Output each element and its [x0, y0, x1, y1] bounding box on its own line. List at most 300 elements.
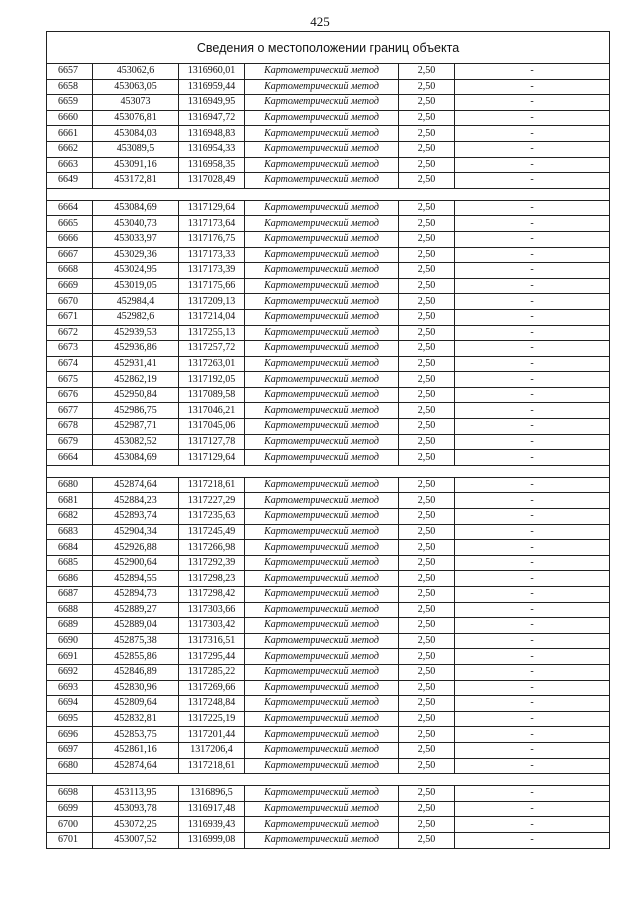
method-cell: Картометрический метод — [245, 696, 399, 712]
point-number-cell: 6689 — [47, 618, 93, 634]
coord-y-cell: 1317303,66 — [179, 602, 245, 618]
coord-x-cell: 452884,23 — [93, 493, 179, 509]
method-cell: Картометрический метод — [245, 509, 399, 525]
accuracy-cell: 2,50 — [399, 341, 455, 357]
note-cell: - — [455, 742, 610, 758]
coord-x-cell: 452853,75 — [93, 727, 179, 743]
point-number-cell: 6670 — [47, 294, 93, 310]
accuracy-cell: 2,50 — [399, 742, 455, 758]
coord-x-cell: 453072,25 — [93, 817, 179, 833]
coord-x-cell: 452874,64 — [93, 758, 179, 774]
coord-y-cell: 1317201,44 — [179, 727, 245, 743]
point-number-cell: 6686 — [47, 571, 93, 587]
coord-x-cell: 452984,4 — [93, 294, 179, 310]
note-cell: - — [455, 493, 610, 509]
table-row — [47, 64, 610, 80]
table-title-row — [47, 32, 610, 64]
note-cell: - — [455, 680, 610, 696]
accuracy-cell: 2,50 — [399, 832, 455, 848]
coord-y-cell: 1317175,66 — [179, 278, 245, 294]
coord-y-cell: 1317235,63 — [179, 509, 245, 525]
accuracy-cell: 2,50 — [399, 711, 455, 727]
method-cell: Картометрический метод — [245, 341, 399, 357]
method-cell: Картометрический метод — [245, 758, 399, 774]
note-cell: - — [455, 711, 610, 727]
point-number-cell: 6675 — [47, 372, 93, 388]
note-cell: - — [455, 216, 610, 232]
point-number-cell: 6668 — [47, 263, 93, 279]
table-row — [47, 157, 610, 173]
accuracy-cell: 2,50 — [399, 633, 455, 649]
point-number-cell: 6664 — [47, 200, 93, 216]
coord-x-cell: 452987,71 — [93, 419, 179, 435]
accuracy-cell: 2,50 — [399, 477, 455, 493]
method-cell: Картометрический метод — [245, 278, 399, 294]
coord-x-cell: 453113,95 — [93, 786, 179, 802]
coord-x-cell: 453172,81 — [93, 173, 179, 189]
method-cell: Картометрический метод — [245, 587, 399, 603]
accuracy-cell: 2,50 — [399, 801, 455, 817]
coord-y-cell: 1316917,48 — [179, 801, 245, 817]
coord-x-cell: 453091,16 — [93, 157, 179, 173]
method-cell: Картометрический метод — [245, 110, 399, 126]
accuracy-cell: 2,50 — [399, 587, 455, 603]
coord-x-cell: 453089,5 — [93, 141, 179, 157]
accuracy-cell: 2,50 — [399, 602, 455, 618]
coord-x-cell: 452889,04 — [93, 618, 179, 634]
point-number-cell: 6695 — [47, 711, 93, 727]
note-cell: - — [455, 356, 610, 372]
note-cell: - — [455, 832, 610, 848]
point-number-cell: 6700 — [47, 817, 93, 833]
accuracy-cell: 2,50 — [399, 419, 455, 435]
method-cell: Картометрический метод — [245, 727, 399, 743]
point-number-cell: 6676 — [47, 387, 93, 403]
accuracy-cell: 2,50 — [399, 817, 455, 833]
accuracy-cell: 2,50 — [399, 325, 455, 341]
coord-x-cell: 452894,73 — [93, 587, 179, 603]
point-number-cell: 6649 — [47, 173, 93, 189]
method-cell: Картометрический метод — [245, 477, 399, 493]
coord-y-cell: 1317225,19 — [179, 711, 245, 727]
coord-x-cell: 452894,55 — [93, 571, 179, 587]
point-number-cell: 6685 — [47, 555, 93, 571]
boundary-table — [46, 31, 610, 849]
accuracy-cell: 2,50 — [399, 618, 455, 634]
point-number-cell: 6658 — [47, 79, 93, 95]
accuracy-cell: 2,50 — [399, 231, 455, 247]
method-cell: Картометрический метод — [245, 263, 399, 279]
table-row — [47, 387, 610, 403]
method-cell: Картометрический метод — [245, 157, 399, 173]
note-cell: - — [455, 696, 610, 712]
accuracy-cell: 2,50 — [399, 141, 455, 157]
table-row — [47, 587, 610, 603]
note-cell: - — [455, 801, 610, 817]
note-cell: - — [455, 387, 610, 403]
coord-y-cell: 1317192,05 — [179, 372, 245, 388]
coord-y-cell: 1317218,61 — [179, 477, 245, 493]
accuracy-cell: 2,50 — [399, 649, 455, 665]
coord-y-cell: 1317245,49 — [179, 524, 245, 540]
note-cell: - — [455, 450, 610, 466]
table-row — [47, 126, 610, 142]
accuracy-cell: 2,50 — [399, 216, 455, 232]
coord-y-cell: 1317266,98 — [179, 540, 245, 556]
accuracy-cell: 2,50 — [399, 95, 455, 111]
point-number-cell: 6680 — [47, 477, 93, 493]
coord-y-cell: 1317227,29 — [179, 493, 245, 509]
accuracy-cell: 2,50 — [399, 450, 455, 466]
coord-y-cell: 1316960,01 — [179, 64, 245, 80]
coord-x-cell: 452861,16 — [93, 742, 179, 758]
coord-y-cell: 1317176,75 — [179, 231, 245, 247]
coord-y-cell: 1317298,42 — [179, 587, 245, 603]
coord-y-cell: 1317045,06 — [179, 419, 245, 435]
coord-y-cell: 1317255,13 — [179, 325, 245, 341]
note-cell: - — [455, 247, 610, 263]
coord-x-cell: 452809,64 — [93, 696, 179, 712]
coord-x-cell: 453076,81 — [93, 110, 179, 126]
table-row — [47, 372, 610, 388]
coord-x-cell: 453084,03 — [93, 126, 179, 142]
table-row — [47, 633, 610, 649]
coord-y-cell: 1317173,64 — [179, 216, 245, 232]
note-cell: - — [455, 200, 610, 216]
table-row — [47, 173, 610, 189]
note-cell: - — [455, 110, 610, 126]
note-cell: - — [455, 587, 610, 603]
note-cell: - — [455, 64, 610, 80]
point-number-cell: 6667 — [47, 247, 93, 263]
accuracy-cell: 2,50 — [399, 571, 455, 587]
method-cell: Картометрический метод — [245, 387, 399, 403]
coord-x-cell: 452893,74 — [93, 509, 179, 525]
accuracy-cell: 2,50 — [399, 540, 455, 556]
table-row — [47, 571, 610, 587]
accuracy-cell: 2,50 — [399, 524, 455, 540]
method-cell: Картометрический метод — [245, 216, 399, 232]
note-cell: - — [455, 278, 610, 294]
point-number-cell: 6687 — [47, 587, 93, 603]
coord-y-cell: 1316949,95 — [179, 95, 245, 111]
coord-x-cell: 452926,88 — [93, 540, 179, 556]
note-cell: - — [455, 403, 610, 419]
table-row — [47, 341, 610, 357]
accuracy-cell: 2,50 — [399, 509, 455, 525]
point-number-cell: 6662 — [47, 141, 93, 157]
note-cell: - — [455, 758, 610, 774]
coord-y-cell: 1317218,61 — [179, 758, 245, 774]
coord-y-cell: 1316958,35 — [179, 157, 245, 173]
table-row — [47, 309, 610, 325]
coord-y-cell: 1317214,04 — [179, 309, 245, 325]
note-cell: - — [455, 79, 610, 95]
table-row — [47, 356, 610, 372]
note-cell: - — [455, 141, 610, 157]
accuracy-cell: 2,50 — [399, 493, 455, 509]
point-number-cell: 6684 — [47, 540, 93, 556]
note-cell: - — [455, 309, 610, 325]
coord-y-cell: 1317295,44 — [179, 649, 245, 665]
point-number-cell: 6699 — [47, 801, 93, 817]
table-row — [47, 450, 610, 466]
note-cell: - — [455, 727, 610, 743]
point-number-cell: 6681 — [47, 493, 93, 509]
coord-x-cell: 453063,05 — [93, 79, 179, 95]
accuracy-cell: 2,50 — [399, 263, 455, 279]
table-row — [47, 403, 610, 419]
method-cell: Картометрический метод — [245, 434, 399, 450]
coord-y-cell: 1316959,44 — [179, 79, 245, 95]
table-row — [47, 509, 610, 525]
note-cell: - — [455, 602, 610, 618]
table-row — [47, 649, 610, 665]
point-number-cell: 6696 — [47, 727, 93, 743]
table-row — [47, 696, 610, 712]
separator-cell — [47, 188, 610, 200]
point-number-cell: 6661 — [47, 126, 93, 142]
accuracy-cell: 2,50 — [399, 79, 455, 95]
accuracy-cell: 2,50 — [399, 356, 455, 372]
point-number-cell: 6680 — [47, 758, 93, 774]
method-cell: Картометрический метод — [245, 649, 399, 665]
point-number-cell: 6682 — [47, 509, 93, 525]
coord-x-cell: 452889,27 — [93, 602, 179, 618]
coord-x-cell: 453084,69 — [93, 450, 179, 466]
table-row — [47, 231, 610, 247]
table-row — [47, 727, 610, 743]
accuracy-cell: 2,50 — [399, 696, 455, 712]
method-cell: Картометрический метод — [245, 325, 399, 341]
method-cell: Картометрический метод — [245, 524, 399, 540]
point-number-cell: 6688 — [47, 602, 93, 618]
note-cell: - — [455, 126, 610, 142]
table-row — [47, 247, 610, 263]
method-cell: Картометрический метод — [245, 742, 399, 758]
note-cell: - — [455, 555, 610, 571]
note-cell: - — [455, 786, 610, 802]
coord-x-cell: 453033,97 — [93, 231, 179, 247]
method-cell: Картометрический метод — [245, 173, 399, 189]
note-cell: - — [455, 419, 610, 435]
coord-y-cell: 1316954,33 — [179, 141, 245, 157]
coord-x-cell: 452904,34 — [93, 524, 179, 540]
coord-y-cell: 1317127,78 — [179, 434, 245, 450]
group-separator — [47, 774, 610, 786]
table-row — [47, 664, 610, 680]
coord-x-cell: 452939,53 — [93, 325, 179, 341]
point-number-cell: 6697 — [47, 742, 93, 758]
accuracy-cell: 2,50 — [399, 157, 455, 173]
table-row — [47, 801, 610, 817]
accuracy-cell: 2,50 — [399, 294, 455, 310]
method-cell: Картометрический метод — [245, 618, 399, 634]
point-number-cell: 6659 — [47, 95, 93, 111]
method-cell: Картометрический метод — [245, 711, 399, 727]
point-number-cell: 6672 — [47, 325, 93, 341]
method-cell: Картометрический метод — [245, 64, 399, 80]
accuracy-cell: 2,50 — [399, 387, 455, 403]
coord-y-cell: 1317173,33 — [179, 247, 245, 263]
accuracy-cell: 2,50 — [399, 372, 455, 388]
table-row — [47, 711, 610, 727]
coord-x-cell: 452950,84 — [93, 387, 179, 403]
table-row — [47, 817, 610, 833]
method-cell: Картометрический метод — [245, 555, 399, 571]
method-cell: Картометрический метод — [245, 419, 399, 435]
coord-x-cell: 452855,86 — [93, 649, 179, 665]
coord-x-cell: 453007,52 — [93, 832, 179, 848]
point-number-cell: 6660 — [47, 110, 93, 126]
coord-y-cell: 1317292,39 — [179, 555, 245, 571]
accuracy-cell: 2,50 — [399, 200, 455, 216]
coord-x-cell: 452900,64 — [93, 555, 179, 571]
table-row — [47, 325, 610, 341]
note-cell: - — [455, 477, 610, 493]
note-cell: - — [455, 173, 610, 189]
point-number-cell: 6669 — [47, 278, 93, 294]
table-row — [47, 434, 610, 450]
accuracy-cell: 2,50 — [399, 278, 455, 294]
point-number-cell: 6690 — [47, 633, 93, 649]
table-row — [47, 477, 610, 493]
coord-x-cell: 453084,69 — [93, 200, 179, 216]
table-row — [47, 79, 610, 95]
method-cell: Картометрический метод — [245, 571, 399, 587]
note-cell: - — [455, 649, 610, 665]
coord-y-cell: 1317089,58 — [179, 387, 245, 403]
separator-cell — [47, 465, 610, 477]
coord-x-cell: 453024,95 — [93, 263, 179, 279]
coord-x-cell: 452832,81 — [93, 711, 179, 727]
accuracy-cell: 2,50 — [399, 727, 455, 743]
method-cell: Картометрический метод — [245, 372, 399, 388]
group-separator — [47, 188, 610, 200]
page-number: 425 — [310, 14, 330, 29]
accuracy-cell: 2,50 — [399, 758, 455, 774]
note-cell: - — [455, 157, 610, 173]
point-number-cell: 6673 — [47, 341, 93, 357]
point-number-cell: 6701 — [47, 832, 93, 848]
method-cell: Картометрический метод — [245, 602, 399, 618]
table-row — [47, 278, 610, 294]
accuracy-cell: 2,50 — [399, 173, 455, 189]
table-row — [47, 200, 610, 216]
table-row — [47, 758, 610, 774]
note-cell: - — [455, 263, 610, 279]
coord-y-cell: 1317046,21 — [179, 403, 245, 419]
coord-y-cell: 1317209,13 — [179, 294, 245, 310]
coord-y-cell: 1317129,64 — [179, 450, 245, 466]
note-cell: - — [455, 524, 610, 540]
accuracy-cell: 2,50 — [399, 664, 455, 680]
point-number-cell: 6694 — [47, 696, 93, 712]
note-cell: - — [455, 509, 610, 525]
method-cell: Картометрический метод — [245, 680, 399, 696]
accuracy-cell: 2,50 — [399, 64, 455, 80]
coord-y-cell: 1317303,42 — [179, 618, 245, 634]
note-cell: - — [455, 294, 610, 310]
point-number-cell: 6679 — [47, 434, 93, 450]
method-cell: Картометрический метод — [245, 832, 399, 848]
coord-y-cell: 1317129,64 — [179, 200, 245, 216]
coord-y-cell: 1317298,23 — [179, 571, 245, 587]
coord-x-cell: 452936,86 — [93, 341, 179, 357]
coord-x-cell: 452986,75 — [93, 403, 179, 419]
table-row — [47, 786, 610, 802]
point-number-cell: 6663 — [47, 157, 93, 173]
table-title: Сведения о местоположении границ объекта — [47, 32, 610, 64]
table-row — [47, 493, 610, 509]
table-row — [47, 524, 610, 540]
coord-y-cell: 1317248,84 — [179, 696, 245, 712]
method-cell: Картометрический метод — [245, 231, 399, 247]
note-cell: - — [455, 341, 610, 357]
method-cell: Картометрический метод — [245, 95, 399, 111]
point-number-cell: 6693 — [47, 680, 93, 696]
note-cell: - — [455, 95, 610, 111]
coord-y-cell: 1317257,72 — [179, 341, 245, 357]
coord-x-cell: 452982,6 — [93, 309, 179, 325]
coord-x-cell: 453019,05 — [93, 278, 179, 294]
point-number-cell: 6664 — [47, 450, 93, 466]
method-cell: Картометрический метод — [245, 356, 399, 372]
separator-cell — [47, 774, 610, 786]
coord-x-cell: 453093,78 — [93, 801, 179, 817]
point-number-cell: 6678 — [47, 419, 93, 435]
coord-x-cell: 452931,41 — [93, 356, 179, 372]
point-number-cell: 6677 — [47, 403, 93, 419]
accuracy-cell: 2,50 — [399, 403, 455, 419]
table-row — [47, 618, 610, 634]
coord-y-cell: 1317173,39 — [179, 263, 245, 279]
accuracy-cell: 2,50 — [399, 786, 455, 802]
accuracy-cell: 2,50 — [399, 110, 455, 126]
table-row — [47, 832, 610, 848]
method-cell: Картометрический метод — [245, 786, 399, 802]
table-row — [47, 95, 610, 111]
method-cell: Картометрический метод — [245, 200, 399, 216]
method-cell: Картометрический метод — [245, 247, 399, 263]
table-row — [47, 110, 610, 126]
method-cell: Картометрический метод — [245, 309, 399, 325]
coord-x-cell: 452846,89 — [93, 664, 179, 680]
method-cell: Картометрический метод — [245, 817, 399, 833]
method-cell: Картометрический метод — [245, 403, 399, 419]
coord-y-cell: 1316939,43 — [179, 817, 245, 833]
method-cell: Картометрический метод — [245, 801, 399, 817]
note-cell: - — [455, 372, 610, 388]
point-number-cell: 6671 — [47, 309, 93, 325]
note-cell: - — [455, 664, 610, 680]
coord-x-cell: 453040,73 — [93, 216, 179, 232]
table-row — [47, 216, 610, 232]
note-cell: - — [455, 231, 610, 247]
point-number-cell: 6683 — [47, 524, 93, 540]
coord-y-cell: 1316947,72 — [179, 110, 245, 126]
accuracy-cell: 2,50 — [399, 247, 455, 263]
coord-y-cell: 1317206,4 — [179, 742, 245, 758]
point-number-cell: 6692 — [47, 664, 93, 680]
point-number-cell: 6657 — [47, 64, 93, 80]
method-cell: Картометрический метод — [245, 126, 399, 142]
coord-x-cell: 452830,96 — [93, 680, 179, 696]
note-cell: - — [455, 434, 610, 450]
table-row — [47, 294, 610, 310]
coord-x-cell: 453073 — [93, 95, 179, 111]
coord-x-cell: 453082,52 — [93, 434, 179, 450]
